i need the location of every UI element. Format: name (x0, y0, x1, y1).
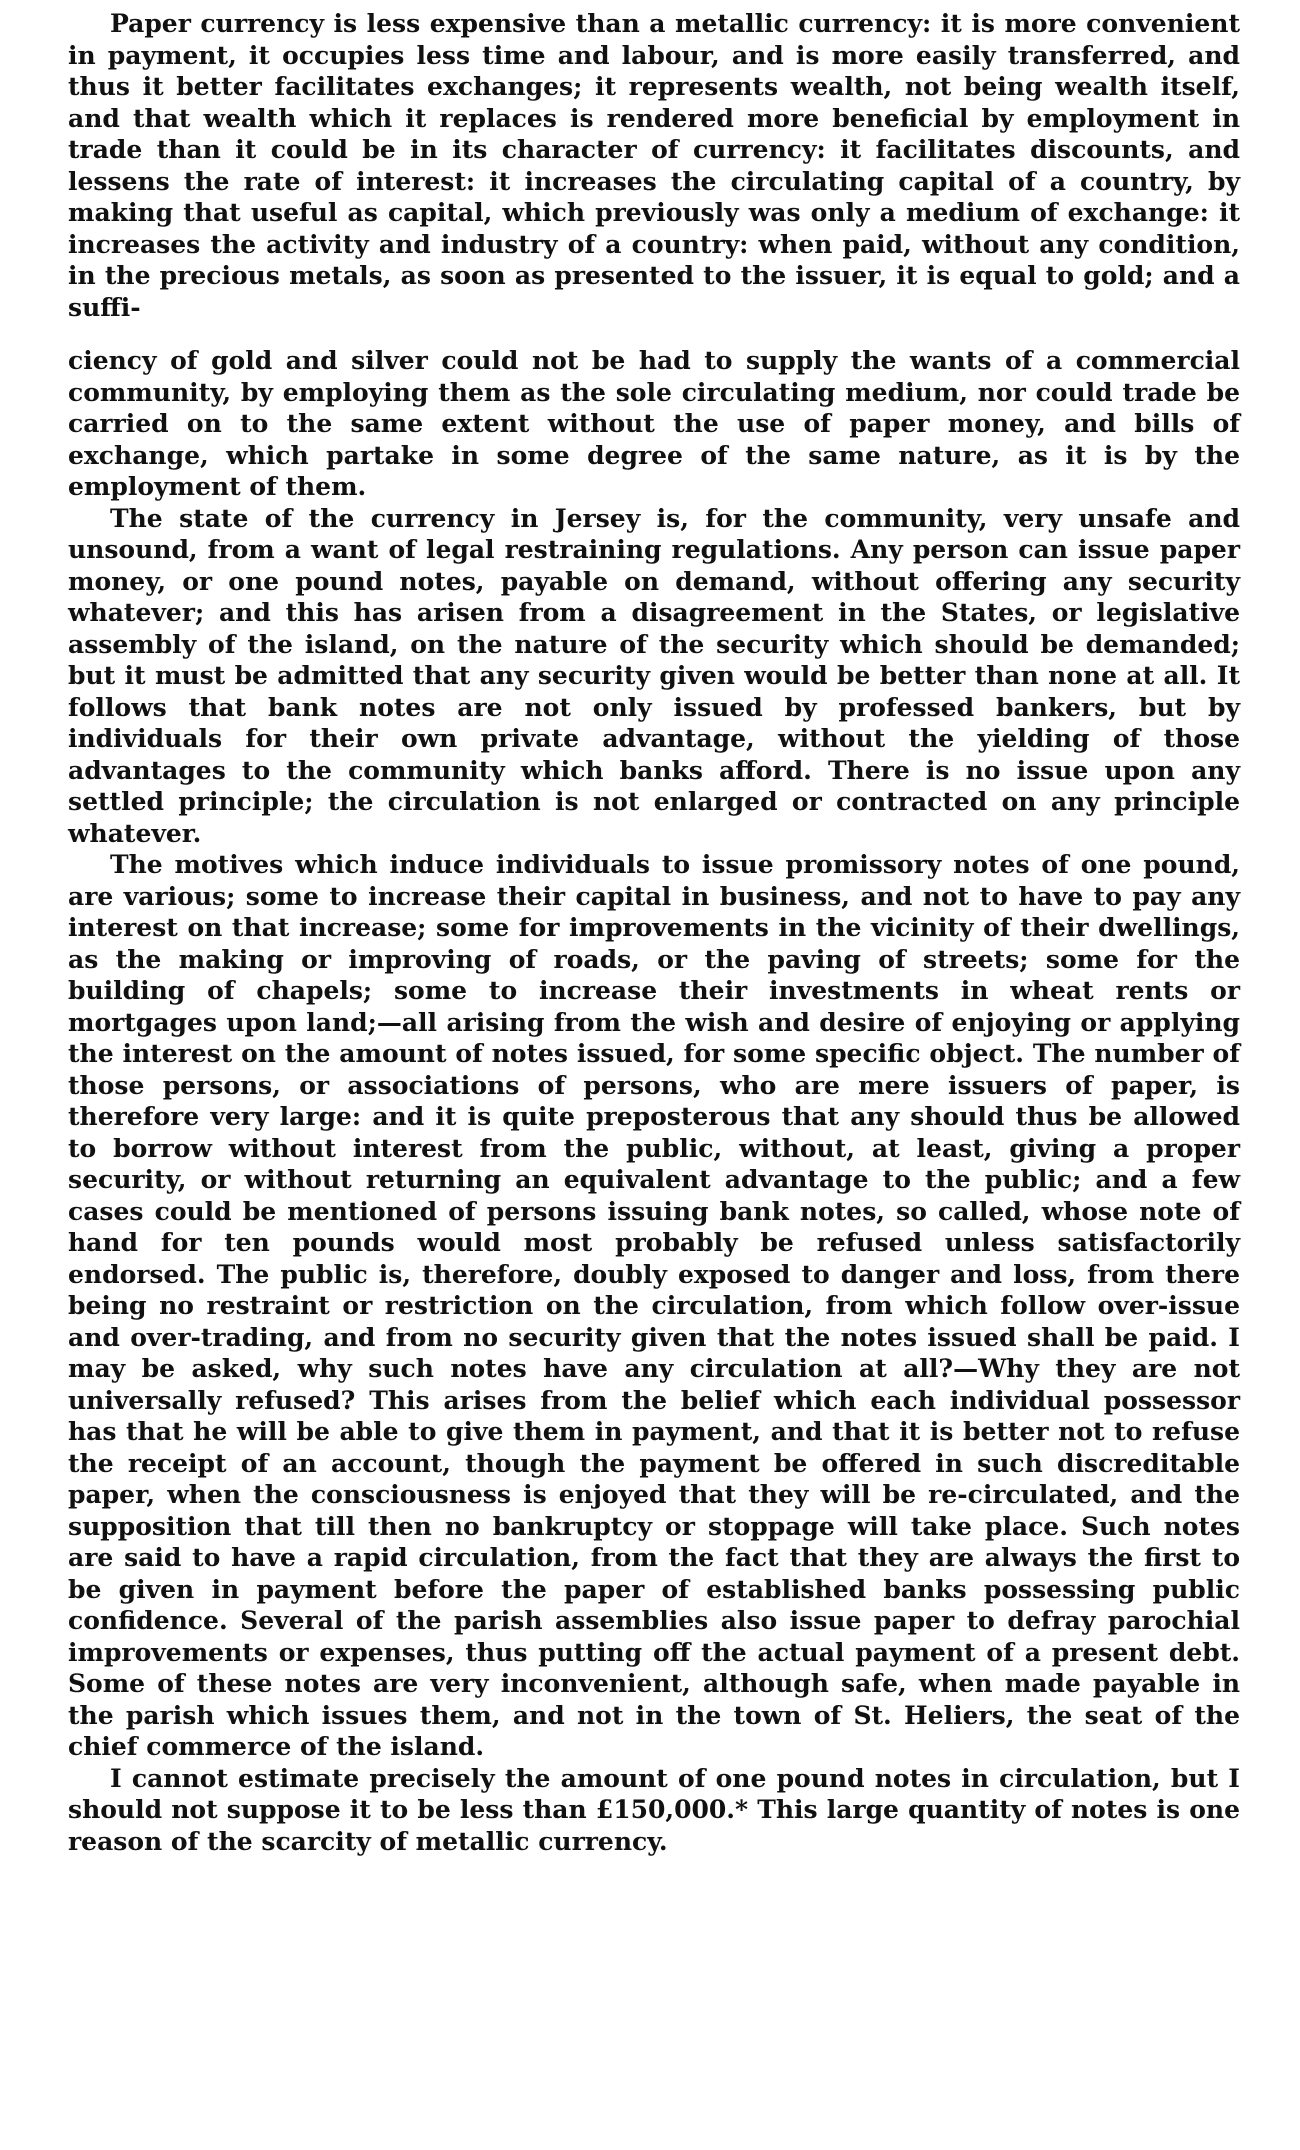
paragraph-estimate: I cannot estimate precisely the amount of one pound notes in circulation, but I should not suppose it to be less than £150,000.* This large quantity of notes is one reason of the scarcity of metallic currency. (68, 1763, 1240, 1856)
paragraph-paper-currency: Paper currency is less expensive than a metallic currency: it is more convenient in payment, it occupies less time and labour, and is more easily transferred, and thus it better facilitates exchanges; it represents wealth, not being wealth itself, and that wealth which it replaces is rendered more beneficial by employment in trade than it could be in its character of currency: it facilitates discounts, and lessens the rate of interest: it increases the circulating capital of a country, by making that useful as capital, which previously was only a medium of exchange: it increases the activity and industry of a country: when paid, without any condition, in the precious metals, as soon as presented to the issuer, it is equal to gold; and a suffi- (68, 9, 1240, 322)
paragraph-state-of-currency: The state of the currency in Jersey is, for the community, very unsafe and unsound, from a want of legal restraining regulations. Any person can issue paper money, or one pound notes, payable on demand, without offering any security whatever; and this has arisen from a disagreement in the States, or legislative assembly of the island, on the nature of the security which should be demanded; but it must be admitted that any security given would be better than none at all. It follows that bank notes are not only issued by professed bankers, but by individuals for their own private advantage, without the yielding of those advantages to the community which banks afford. There is no issue upon any settled principle; the circulation is not enlarged or contracted on any principle whatever. (68, 503, 1240, 848)
paragraph-continuation: ciency of gold and silver could not be had to supply the wants of a commercial community, by employing them as the sole circulating medium, nor could trade be carried on to the same extent without the use of paper money, and bills of exchange, which partake in some degree of the same nature, as it is by the employment of them. (68, 346, 1240, 501)
paragraph-motives: The motives which induce individuals to issue promissory notes of one pound, are various; some to increase their capital in business, and not to have to pay any interest on that increase; some for improvements in the vicinity of their dwellings, as the making or improving of roads, or the paving of streets; some for the building of chapels; some to increase their investments in wheat rents or mortgages upon land;—all arising from the wish and desire of enjoying or applying the interest on the amount of notes issued, for some specific object. The number of those persons, or associations of persons, who are mere issuers of paper, is therefore very large: and it is quite preposterous that any should thus be allowed to borrow without interest from the public, without, at least, giving a proper security, or without returning an equivalent advantage to the public; and a few cases could be mentioned of persons issuing bank notes, so called, whose note of hand for ten pounds would most probably be refused unless satisfactorily endorsed. The public is, therefore, doubly exposed to danger and loss, from there being no restraint or restriction on the circulation, from which follow over-issue and over-trading, and from no security given that the notes issued shall be paid. I may be asked, why such notes have any circulation at all?—Why they are not universally refused? This arises from the belief which each individual possessor has that he will be able to give them in payment, and that it is better not to refuse the receipt of an account, though the payment be offered in such discreditable paper, when the consciousness is enjoyed that they will be re-circulated, and the supposition that till then no bankruptcy or stoppage will take place. Such notes are said to have a rapid circulation, from the fact that they are always the first to be given in payment before the paper of established banks possessing public confidence. Several of the parish assemblies also issue paper to defray parochial improvements or expenses, thus putting off the actual payment of a present debt. Some of these notes are very inconvenient, although safe, when made payable in the parish which issues them, and not in the town of St. Heliers, the seat of the chief commerce of the island. (68, 850, 1240, 1761)
text-column (68, 8, 1240, 1857)
page-break-gap (68, 323, 1240, 345)
